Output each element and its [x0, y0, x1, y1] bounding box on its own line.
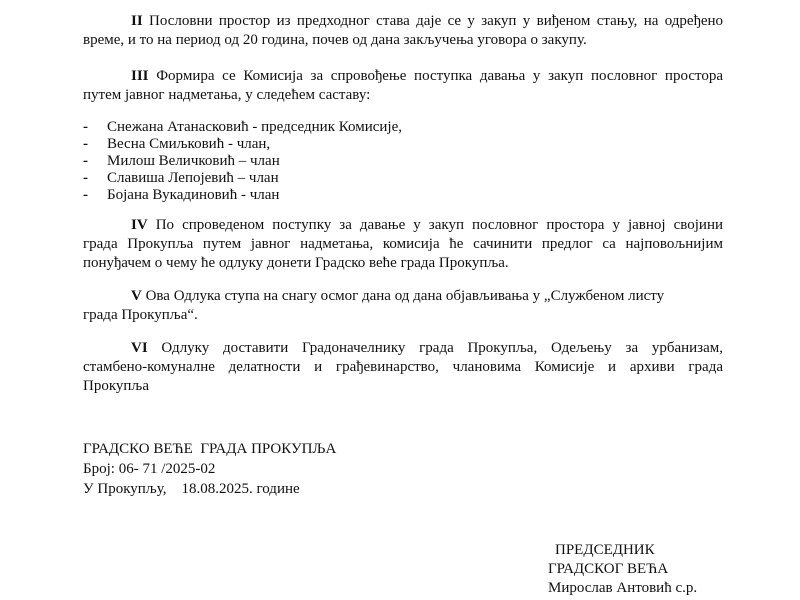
signature-title: ГРАДСКОГ ВЕЋА — [548, 561, 669, 577]
section-text: Прокупља — [83, 378, 149, 394]
section-numeral: V — [131, 288, 142, 304]
list-item: - Весна Смиљковић - члан, — [83, 136, 271, 152]
section-ii — [83, 12, 723, 50]
section-text: стамбено-комуналне делатности и грађевинарство, члановима Комисије и архиви града — [83, 359, 723, 375]
section-iv — [83, 216, 723, 273]
section-text: понуђачем о чему ће одлуку донети Градско веће града Прокупља. — [83, 255, 509, 271]
commission-members-list — [83, 119, 402, 204]
place-date: У Прокупљу, 18.08.2025. године — [83, 481, 300, 497]
section-text: Формира се Комисија за спровођење поступка давања у закуп пословног простора — [156, 68, 723, 84]
section-text: града Прокупља путем јавног надметања, комисија ће сачинити предлог са најповољнијим — [83, 236, 723, 252]
section-numeral: VI — [131, 340, 148, 356]
section-text: Ова Одлука ступа на снагу осмог дана од дана објављивања у „Службеном листу — [145, 288, 665, 304]
section-numeral: II — [131, 13, 143, 29]
section-vi — [83, 339, 723, 396]
list-item: - Милош Величковић – члан — [83, 153, 280, 169]
section-text: време, и то на период од 20 година, почев од дана закључења уговора о закупу. — [83, 32, 587, 48]
signature-block — [548, 541, 697, 598]
council-name: ГРАДСКО ВЕЋЕ ГРАДА ПРОКУПЉА — [83, 441, 337, 457]
list-item: - Бојана Вукадиновић - члан — [83, 187, 280, 203]
section-numeral: III — [131, 68, 149, 84]
section-text: града Прокупља“. — [83, 307, 198, 323]
section-numeral: IV — [131, 217, 148, 233]
section-text: Одлуку доставити Градоначелнику града Прокупља, Одељењу за урбанизам, — [161, 340, 724, 356]
document-number: Број: 06- 71 /2025-02 — [83, 461, 216, 477]
section-text: По спроведеном поступку за давање у закуп пословног простора у јавној својини — [155, 217, 723, 233]
section-text: путем јавног надметања, у следећем саставу: — [83, 87, 371, 103]
document-footer — [83, 439, 336, 499]
list-item: - Снежана Атанасковић - председник Комисије, — [83, 119, 402, 135]
signature-title: ПРЕДСЕДНИК — [555, 542, 655, 558]
section-text: Пословни простор из предходног става даје се у закуп у виђеном стању, на одређено — [149, 13, 723, 29]
section-iii — [83, 67, 723, 105]
section-v — [83, 287, 723, 325]
signatory-name: Мирослав Антовић с.р. — [548, 580, 698, 596]
list-item: - Славиша Лепојевић – члан — [83, 170, 279, 186]
